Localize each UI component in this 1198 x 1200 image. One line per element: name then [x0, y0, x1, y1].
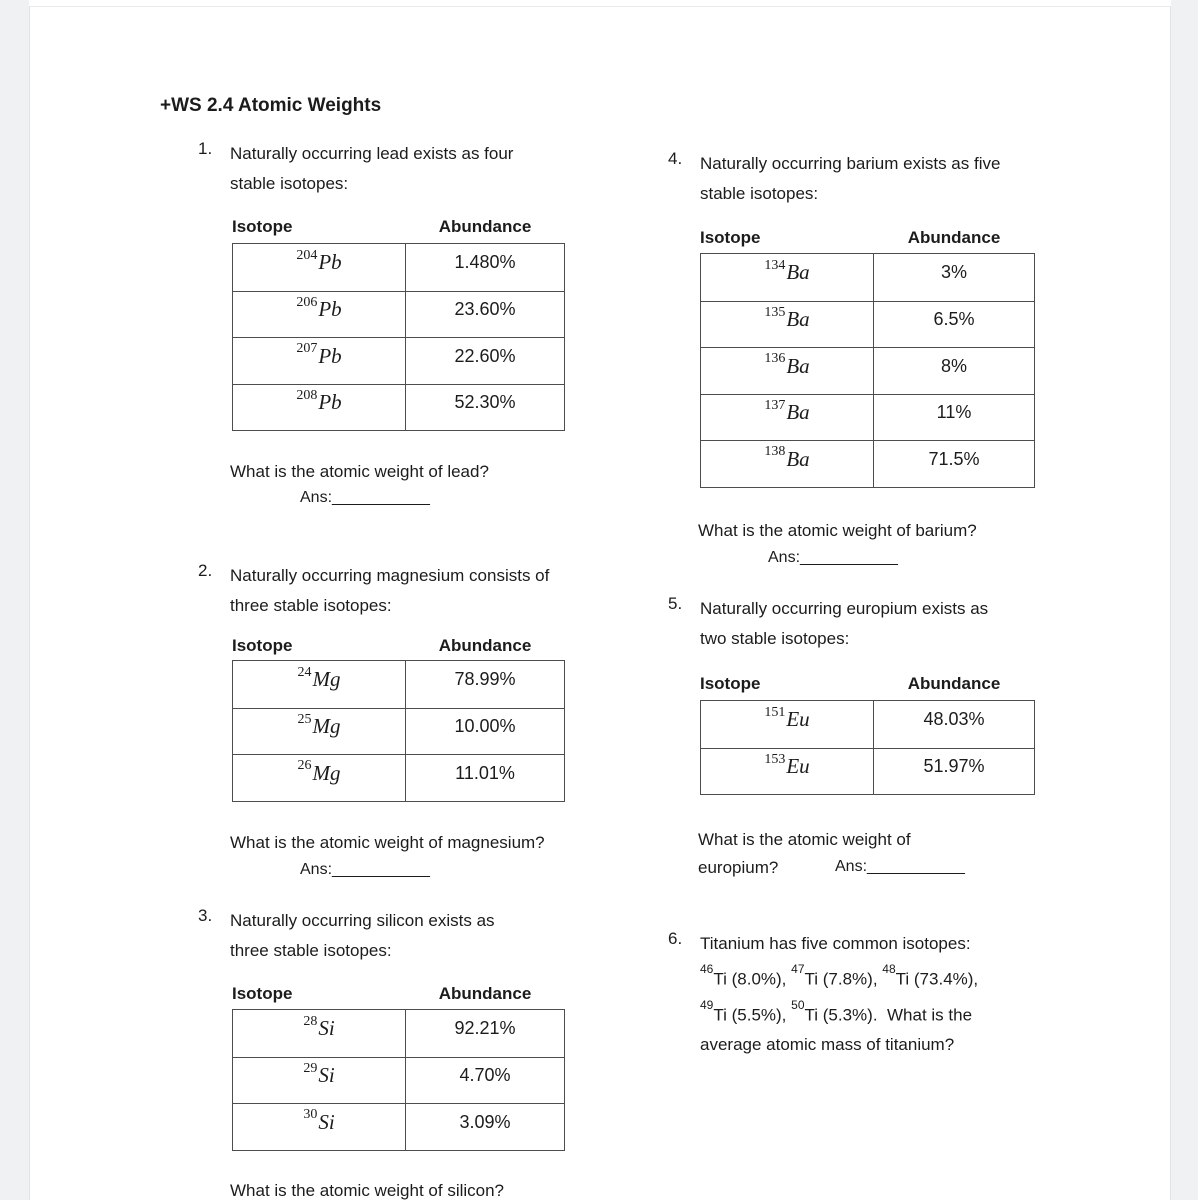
problem-6-line-2: [700, 959, 978, 995]
problem-2-line-1: Naturally occurring magnesium consists of: [230, 566, 550, 585]
isotope-cell: [233, 661, 406, 708]
ti-50-text: Ti (5.3%). What is the: [804, 1005, 973, 1025]
isotope-cell: [233, 385, 406, 431]
isotope-mass-number: 206: [296, 294, 318, 310]
ti-47-text: Ti (7.8%),: [804, 969, 883, 989]
isotope-symbol: Ba: [786, 446, 810, 471]
abundance-cell: 92.21%: [454, 1018, 516, 1039]
isotope-symbol: Ba: [786, 353, 810, 378]
ti-49-superscript: 49: [700, 997, 714, 1012]
problem-6-line-1: Titanium has five common isotopes:: [700, 934, 971, 953]
problem-5-line-2: two stable isotopes:: [700, 629, 850, 648]
abundance-cell: 8%: [940, 355, 967, 376]
problem-4-line-1: Naturally occurring barium exists as five: [700, 154, 1001, 173]
question-4: What is the atomic weight of barium?: [698, 521, 977, 540]
abundance-cell: 1.480%: [454, 252, 516, 273]
table-row: [701, 301, 1034, 348]
isotope-table-barium: [700, 253, 1035, 488]
table-5-header: [700, 674, 1035, 694]
isotope-symbol: Eu: [786, 754, 810, 779]
isotope-mass-number: 26: [297, 758, 312, 774]
isotope-mass-number: 25: [297, 711, 312, 727]
isotope-symbol: Pb: [318, 250, 342, 275]
isotope-column-header: Isotope: [232, 217, 293, 236]
problem-1-text: [230, 139, 513, 199]
ti-50-superscript: 50: [791, 997, 805, 1012]
isotope-cell: [233, 755, 406, 801]
table-row: [233, 337, 564, 384]
ti-46-text: Ti (8.0%),: [713, 969, 792, 989]
abundance-column-header: Abundance: [907, 674, 1001, 693]
abundance-cell: 11%: [936, 402, 972, 423]
isotope-column-header: Isotope: [700, 674, 761, 693]
isotope-symbol: Pb: [318, 343, 342, 368]
isotope-symbol: Si: [318, 1063, 335, 1088]
question-3: What is the atomic weight of silicon?: [230, 1181, 505, 1200]
problem-6-number: 6.: [668, 929, 683, 948]
abundance-cell: 10.00%: [454, 716, 516, 737]
isotope-symbol: Ba: [786, 260, 810, 285]
ans-line: ___________: [867, 858, 965, 875]
problem-2-line-2: three stable isotopes:: [230, 596, 392, 615]
isotope-symbol: Mg: [312, 667, 341, 692]
ti-46-superscript: 46: [700, 962, 714, 976]
isotope-cell: [233, 244, 406, 291]
ti-47-superscript: 47: [791, 962, 805, 976]
isotope-cell: [233, 338, 406, 384]
ans-label: Ans:: [768, 549, 801, 566]
table-3-header: [232, 984, 565, 1004]
isotope-cell: [701, 441, 874, 487]
answer-blank-1: [300, 489, 430, 507]
isotope-table-silicon: [232, 1009, 565, 1151]
ans-label: Ans:: [835, 858, 868, 875]
table-1-header: [232, 217, 565, 237]
isotope-mass-number: 151: [764, 704, 786, 720]
ans-label: Ans:: [300, 489, 333, 506]
isotope-symbol: Pb: [318, 390, 342, 415]
isotope-column-header: Isotope: [232, 984, 293, 1003]
problem-6-line-4: average atomic mass of titanium?: [700, 1035, 955, 1055]
isotope-mass-number: 153: [764, 751, 786, 767]
isotope-symbol: Si: [318, 1109, 335, 1134]
table-row: [233, 1103, 564, 1150]
problem-1-number: 1.: [198, 139, 213, 158]
table-row: [701, 347, 1034, 394]
problem-2-number: 2.: [198, 561, 213, 580]
isotope-table-magnesium: [232, 660, 565, 802]
problem-4-number: 4.: [668, 149, 683, 168]
problem-3-line-1: Naturally occurring silicon exists as: [230, 911, 495, 930]
abundance-cell: 3.09%: [459, 1111, 511, 1132]
isotope-mass-number: 207: [296, 341, 318, 357]
ans-line: ___________: [332, 489, 430, 506]
problem-2-text: [230, 561, 549, 621]
isotope-column-header: Isotope: [700, 228, 761, 247]
isotope-symbol: Pb: [318, 297, 342, 322]
ans-line: ___________: [332, 861, 430, 878]
table-row: [233, 1057, 564, 1104]
isotope-table-europium: [700, 700, 1035, 795]
problem-1-line-1: Naturally occurring lead exists as four: [230, 144, 514, 163]
table-row: [233, 291, 564, 338]
isotope-column-header: Isotope: [232, 636, 293, 655]
isotope-mass-number: 138: [764, 444, 786, 460]
table-row: [233, 244, 564, 291]
abundance-column-header: Abundance: [438, 984, 532, 1003]
table-row: [701, 394, 1034, 441]
abundance-column-header: Abundance: [907, 228, 1001, 247]
abundance-cell: 6.5%: [933, 309, 975, 330]
ti-48-superscript: 48: [882, 962, 896, 976]
table-row: [233, 661, 564, 708]
isotope-mass-number: 208: [296, 387, 318, 403]
ans-line: ___________: [800, 549, 898, 566]
isotope-cell: [233, 1010, 406, 1057]
problem-3-line-2: three stable isotopes:: [230, 941, 392, 960]
isotope-mass-number: 204: [296, 247, 318, 263]
table-row: [233, 1010, 564, 1057]
worksheet-title: +WS 2.4 Atomic Weights: [160, 95, 382, 116]
isotope-symbol: Mg: [312, 760, 341, 785]
isotope-cell: [701, 749, 874, 795]
isotope-mass-number: 137: [764, 397, 786, 413]
problem-4-line-2: stable isotopes:: [700, 184, 819, 203]
isotope-cell: [233, 709, 406, 755]
abundance-cell: 11.01%: [455, 762, 515, 783]
ti-48-text: Ti (73.4%),: [895, 969, 979, 989]
ans-label: Ans:: [300, 861, 333, 878]
table-row: [701, 701, 1034, 748]
answer-blank-2: [300, 861, 430, 879]
problem-5-line-1: Naturally occurring europium exists as: [700, 599, 989, 618]
isotope-cell: [701, 395, 874, 441]
abundance-column-header: Abundance: [438, 636, 532, 655]
problem-3-text: [230, 906, 495, 966]
table-4-header: [700, 228, 1035, 248]
isotope-mass-number: 136: [764, 351, 786, 367]
isotope-cell: [233, 292, 406, 338]
problem-6-text: [700, 929, 978, 1060]
abundance-cell: 78.99%: [454, 669, 516, 690]
table-2-header: [232, 636, 565, 656]
question-2: What is the atomic weight of magnesium?: [230, 833, 545, 852]
isotope-symbol: Ba: [786, 400, 810, 425]
isotope-mass-number: 24: [297, 664, 312, 680]
question-5-line-1: What is the atomic weight of: [698, 830, 911, 849]
isotope-cell: [701, 302, 874, 348]
isotope-symbol: Si: [318, 1016, 335, 1041]
abundance-cell: 52.30%: [454, 392, 516, 413]
problem-6-line-3: [700, 995, 978, 1031]
isotope-symbol: Ba: [786, 307, 810, 332]
isotope-symbol: Eu: [786, 707, 810, 732]
isotope-table-lead: [232, 243, 565, 431]
answer-blank-5: [835, 858, 965, 876]
abundance-cell: 22.60%: [454, 345, 516, 366]
abundance-cell: 48.03%: [923, 709, 985, 730]
isotope-cell: [701, 701, 874, 748]
isotope-symbol: Mg: [312, 714, 341, 739]
question-1: What is the atomic weight of lead?: [230, 462, 489, 481]
problem-4-text: [700, 149, 1000, 209]
isotope-cell: [233, 1058, 406, 1104]
table-row: [233, 708, 564, 755]
isotope-cell: [233, 1104, 406, 1150]
isotope-mass-number: 134: [764, 257, 786, 273]
problem-5-number: 5.: [668, 594, 683, 613]
table-row: [701, 254, 1034, 301]
question-5-line-2: europium?: [698, 858, 779, 877]
table-row: [701, 440, 1034, 487]
table-row: [233, 754, 564, 801]
problem-5-text: [700, 594, 988, 654]
problem-3-number: 3.: [198, 906, 213, 925]
isotope-mass-number: 135: [764, 304, 786, 320]
isotope-cell: [701, 254, 874, 301]
isotope-mass-number: 30: [303, 1107, 318, 1123]
abundance-cell: 71.5%: [928, 448, 980, 469]
isotope-cell: [701, 348, 874, 394]
isotope-mass-number: 28: [303, 1013, 318, 1029]
abundance-cell: 4.70%: [459, 1065, 511, 1086]
abundance-cell: 23.60%: [454, 299, 516, 320]
abundance-cell: 51.97%: [923, 756, 985, 777]
abundance-column-header: Abundance: [438, 217, 532, 236]
table-row: [233, 384, 564, 431]
answer-blank-4: [768, 549, 898, 567]
isotope-mass-number: 29: [303, 1060, 318, 1076]
problem-1-line-2: stable isotopes:: [230, 174, 349, 193]
ti-49-text: Ti (5.5%),: [713, 1005, 792, 1025]
abundance-cell: 3%: [940, 262, 967, 283]
table-row: [701, 748, 1034, 795]
